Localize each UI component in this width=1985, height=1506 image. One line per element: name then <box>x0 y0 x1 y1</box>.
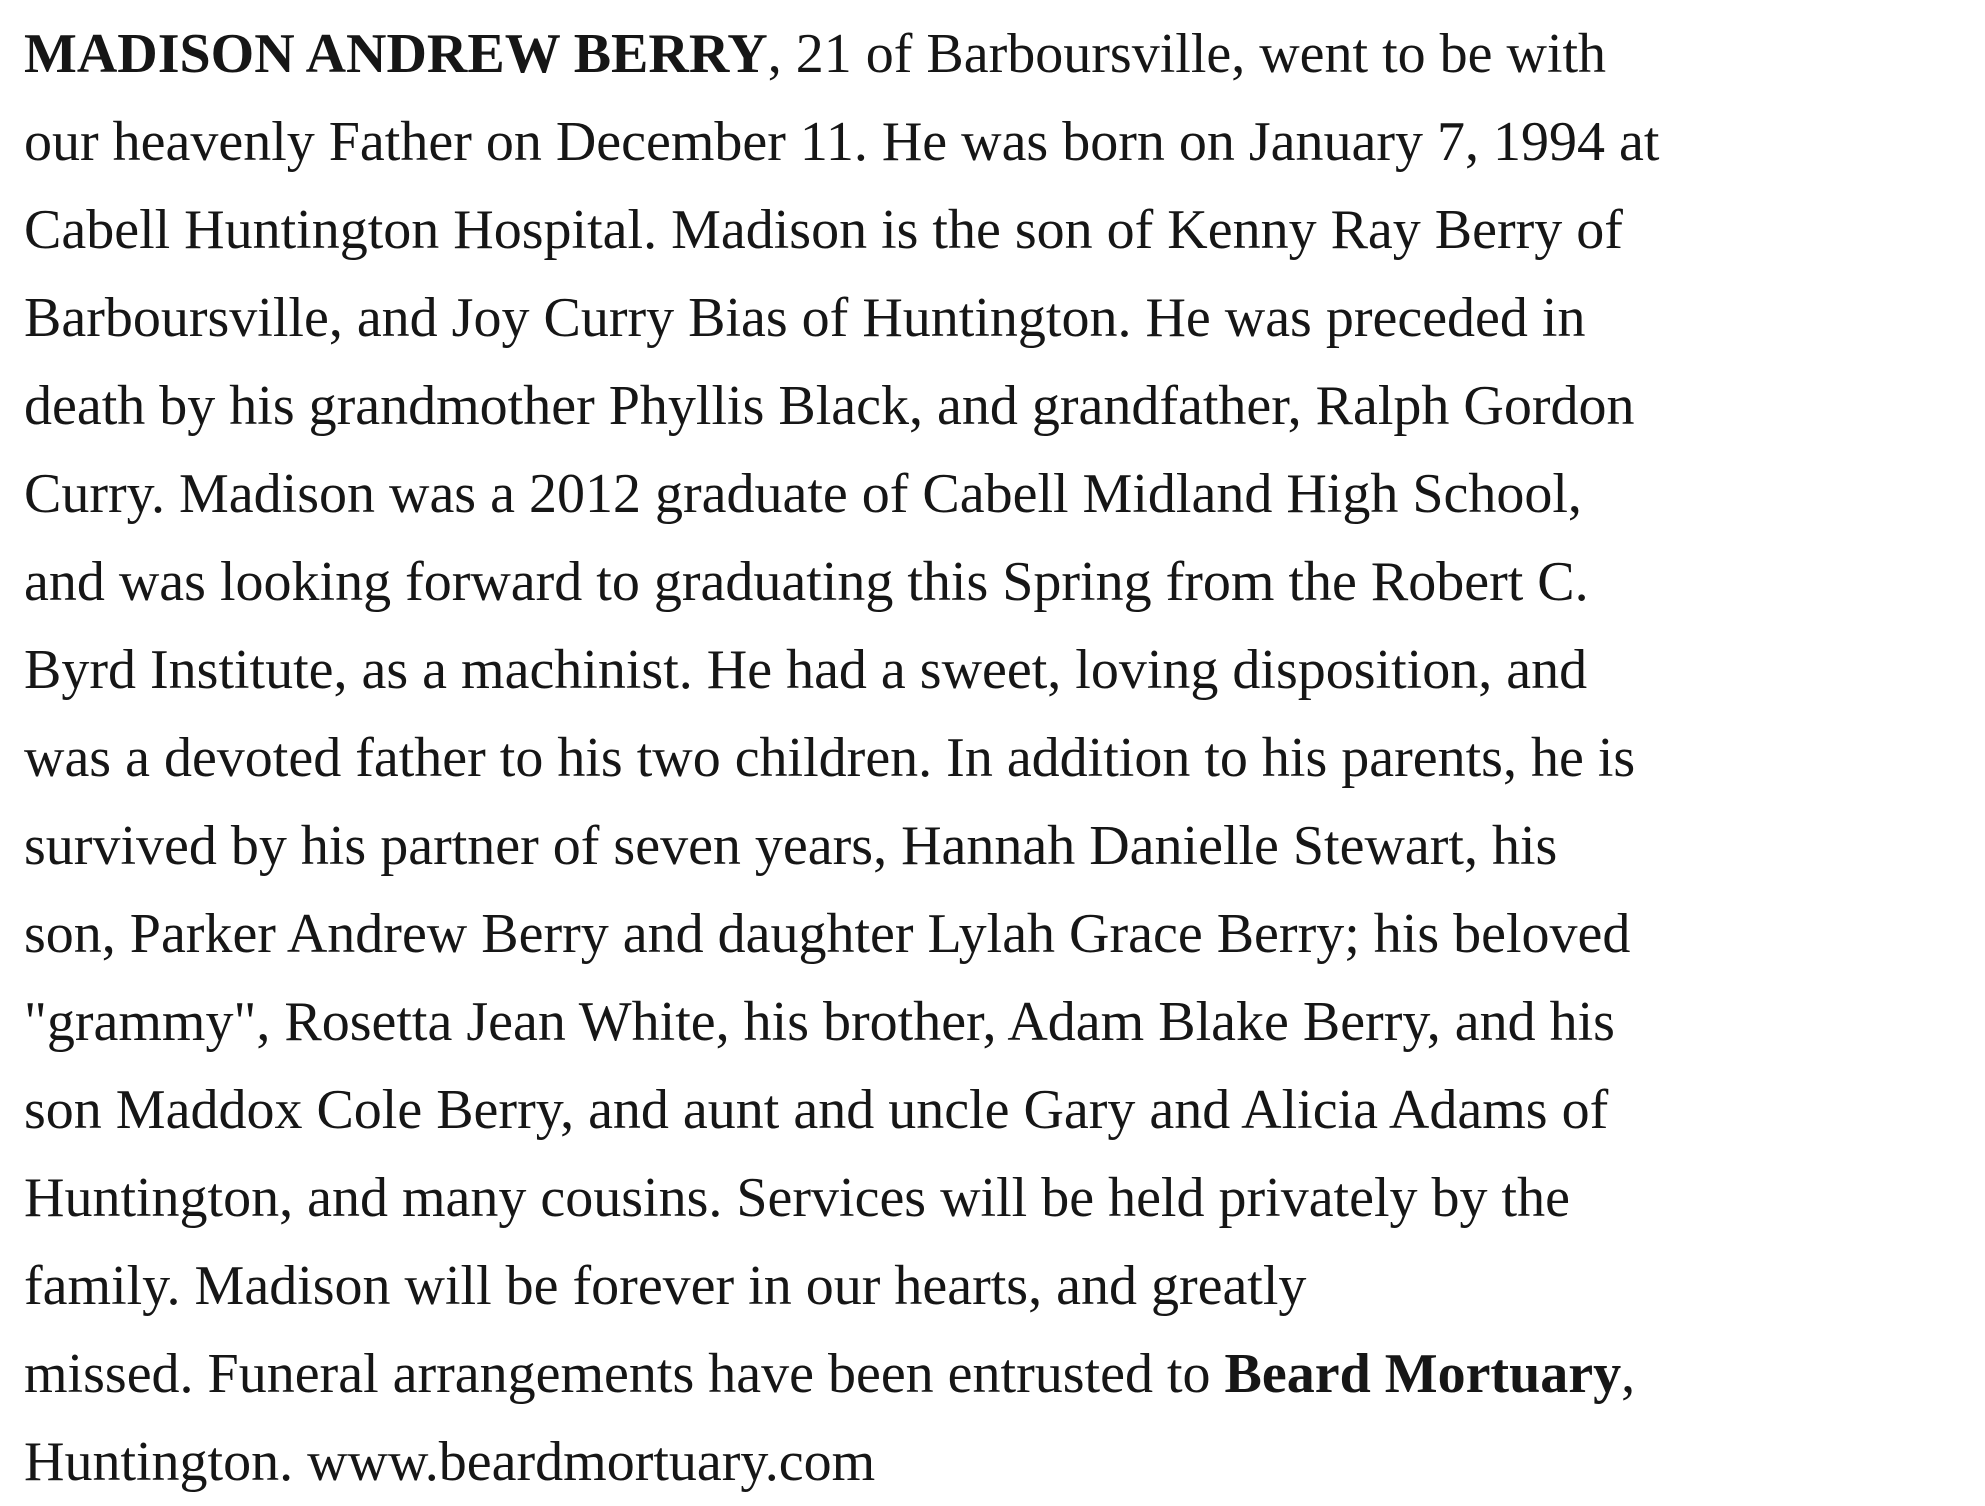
obituary-line <box>24 10 1974 98</box>
text-segment: , 21 of Barboursville, went to be with <box>767 23 1607 85</box>
text-segment: Huntington. www.beardmortuary.com <box>24 1431 876 1493</box>
obituary-text <box>24 10 1974 1506</box>
bold-text: Beard Mortuary <box>1224 1343 1622 1405</box>
obituary-line <box>24 1154 1974 1242</box>
obituary-line <box>24 1418 1974 1506</box>
text-segment: Barboursville, and Joy Curry Bias of Huntington. He was preceded in <box>24 287 1586 349</box>
text-segment: , <box>1621 1343 1636 1405</box>
obituary-line <box>24 186 1974 274</box>
obituary-line <box>24 802 1974 890</box>
obituary-line <box>24 714 1974 802</box>
text-segment: son, Parker Andrew Berry and daughter Lylah Grace Berry; his beloved <box>24 903 1631 965</box>
obituary-line <box>24 538 1974 626</box>
text-segment: and was looking forward to graduating this Spring from the Robert C. <box>24 551 1589 613</box>
text-segment: "grammy", Rosetta Jean White, his brother, Adam Blake Berry, and his <box>24 991 1615 1053</box>
obituary-line <box>24 978 1974 1066</box>
obituary-line <box>24 450 1974 538</box>
obituary-line <box>24 890 1974 978</box>
text-segment: family. Madison will be forever in our hearts, and greatly <box>24 1255 1307 1317</box>
obituary-line <box>24 98 1974 186</box>
text-segment: survived by his partner of seven years, Hannah Danielle Stewart, his <box>24 815 1558 877</box>
text-segment: missed. Funeral arrangements have been entrusted to <box>24 1343 1225 1405</box>
text-segment: Cabell Huntington Hospital. Madison is the son of Kenny Ray Berry of <box>24 199 1623 261</box>
text-segment: Huntington, and many cousins. Services will be held privately by the <box>24 1167 1570 1229</box>
obituary-line <box>24 1066 1974 1154</box>
obituary-line <box>24 1242 1974 1330</box>
obituary-line <box>24 1330 1974 1418</box>
bold-text: MADISON ANDREW BERRY <box>24 23 768 85</box>
text-segment: Byrd Institute, as a machinist. He had a sweet, loving disposition, and <box>24 639 1588 701</box>
text-segment: our heavenly Father on December 11. He was born on January 7, 1994 at <box>24 111 1660 173</box>
obituary-line <box>24 626 1974 714</box>
text-segment: death by his grandmother Phyllis Black, and grandfather, Ralph Gordon <box>24 375 1635 437</box>
obituary-line <box>24 362 1974 450</box>
text-segment: Curry. Madison was a 2012 graduate of Cabell Midland High School, <box>24 463 1582 525</box>
text-segment: son Maddox Cole Berry, and aunt and uncle Gary and Alicia Adams of <box>24 1079 1609 1141</box>
text-segment: was a devoted father to his two children. In addition to his parents, he is <box>24 727 1636 789</box>
obituary-line <box>24 274 1974 362</box>
